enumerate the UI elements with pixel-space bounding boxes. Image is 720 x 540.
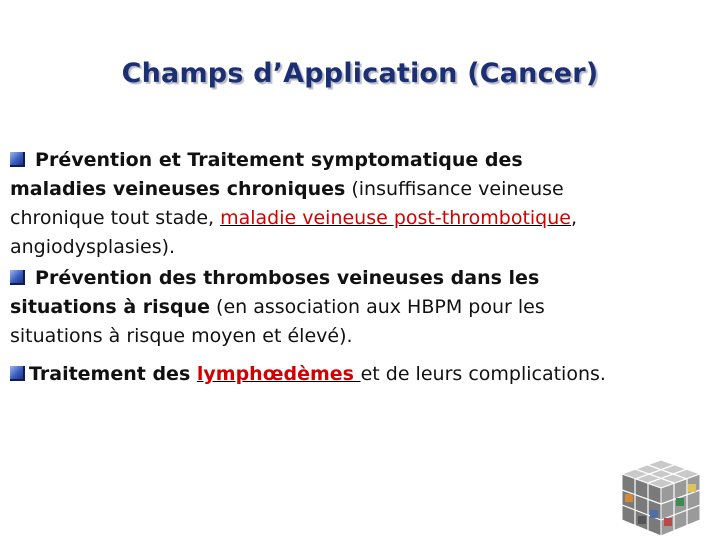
- bullet-3-text: et de leurs complications.: [360, 363, 606, 385]
- bullet-1-text: angiodysplasies).: [10, 236, 176, 258]
- square-bullet-icon: [10, 270, 25, 285]
- bullet-3-bold: Traitement des: [29, 363, 197, 385]
- bullet-3-highlight: lymphœdèmes: [196, 363, 361, 385]
- bullet-1-bold-line: Prévention et Traitement symptomatique des: [35, 149, 523, 171]
- bullet-2-text: situations à risque moyen et élevé).: [10, 325, 353, 347]
- bullet-1-text: (insuffisance veineuse: [345, 178, 564, 200]
- bullet-item-1: [10, 146, 577, 262]
- bullet-1-text: chronique tout stade,: [10, 207, 221, 229]
- bullet-2-text: (en association aux HBPM pour les: [210, 296, 545, 318]
- bullet-1-text: ,: [570, 207, 578, 229]
- square-bullet-icon: [10, 152, 25, 167]
- image-cube-logo: [620, 458, 702, 538]
- bullet-1-bold-term: maladies veineuses chroniques: [10, 178, 346, 200]
- square-bullet-icon: [10, 366, 25, 381]
- bullet-2-bold-line: Prévention des thromboses veineuses dans les: [35, 267, 540, 289]
- bullet-2-bold-term: situations à risque: [10, 296, 210, 318]
- bullet-item-3: [10, 360, 606, 389]
- bullet-item-2: [10, 264, 545, 351]
- slide-title: Champs d’Application (Cancer): [121, 58, 599, 89]
- bullet-1-highlight: maladie veineuse post-thrombotique: [220, 207, 571, 229]
